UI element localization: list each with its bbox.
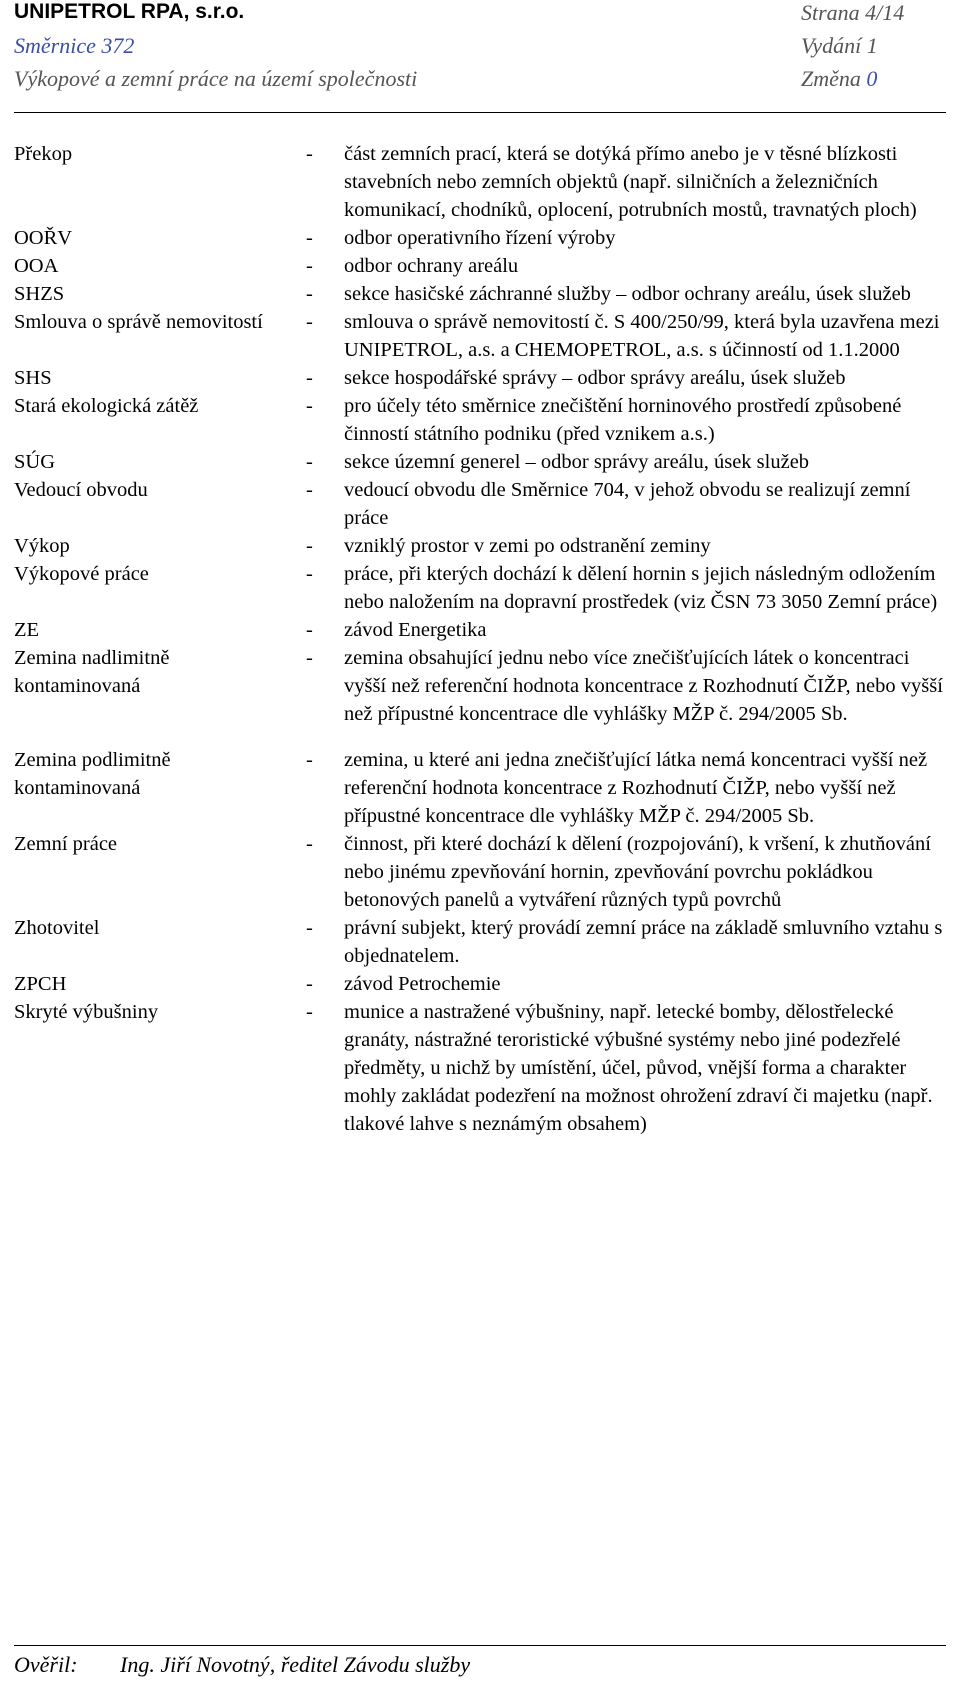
definition-row — [14, 998, 946, 1138]
definition-dash: - — [306, 451, 313, 473]
definition-dash: - — [306, 395, 313, 417]
definition-description: odbor ochrany areálu — [344, 255, 519, 277]
definition-row — [14, 830, 946, 914]
page-footer — [14, 1645, 946, 1678]
definition-row — [14, 970, 946, 998]
definition-description: zemina obsahující jednu nebo více znečišťujících látek o koncentraci vyšší než referenční hodnota koncentrace z Rozhodnutí ČIŽP, nebo vyšší než přípustné koncentrace dle vyhlášky MŽP č. 294/2005 Sb. — [344, 647, 943, 725]
definition-row — [14, 364, 946, 392]
definitions-list — [14, 140, 946, 1138]
definition-term: OOŘV — [14, 227, 73, 249]
definition-description: smlouva o správě nemovitostí č. S 400/250/99, která byla uzavřena mezi UNIPETROL, a.s. a CHEMOPETROL, a.s. s účinností od 1.1.2000 — [344, 311, 940, 361]
definition-dash: - — [306, 973, 313, 995]
definition-description: vedoucí obvodu dle Směrnice 704, v jehož obvodu se realizují zemní práce — [344, 479, 911, 529]
header-row-2 — [14, 33, 946, 69]
definition-dash: - — [306, 647, 313, 669]
definition-row — [14, 532, 946, 560]
definition-dash: - — [306, 367, 313, 389]
definition-description: část zemních prací, která se dotýká přímo anebo je v těsné blízkosti stavebních nebo zemních objektů (např. silničních a železničních komunikací, chodníků, oplocení, potrubních mostů, travnatých ploch) — [344, 143, 917, 221]
verified-label: Ověřil: — [14, 1652, 78, 1677]
header-row-3 — [14, 66, 946, 102]
definition-row — [14, 746, 946, 830]
definition-dash: - — [306, 479, 313, 501]
definition-dash: - — [306, 283, 313, 305]
definition-description: právní subjekt, který provádí zemní práce na základě smluvního vztahu s objednatelem. — [344, 917, 943, 967]
definition-term: Skryté výbušniny — [14, 1001, 159, 1023]
edition: Vydání 1 — [801, 33, 878, 58]
definition-term: Vedoucí obvodu — [14, 479, 148, 501]
definition-dash: - — [306, 917, 313, 939]
definition-row — [14, 392, 946, 448]
definition-row — [14, 476, 946, 532]
company-name: UNIPETROL RPA, s.r.o. — [14, 0, 245, 23]
definition-term: SHS — [14, 367, 52, 389]
header-row-1 — [14, 0, 946, 36]
change-info — [801, 66, 877, 92]
definition-dash: - — [306, 143, 313, 165]
definition-term: Výkopové práce — [14, 563, 149, 585]
definition-term: Zemní práce — [14, 833, 118, 855]
page-header — [14, 0, 946, 113]
definition-description: sekce hasičské záchranné služby – odbor ochrany areálu, úsek služeb — [344, 283, 911, 305]
definition-row — [14, 280, 946, 308]
definition-term: Zemina podlimitně kontaminovaná — [14, 749, 171, 799]
definition-term: ZE — [14, 619, 40, 641]
definition-dash: - — [306, 255, 313, 277]
definition-term: Smlouva o správě nemovitostí — [14, 311, 263, 333]
definition-description: závod Energetika — [344, 619, 487, 641]
page-number: Strana 4/14 — [801, 0, 905, 25]
change-number: 0 — [866, 66, 878, 91]
definition-dash: - — [306, 1001, 313, 1023]
definition-row — [14, 616, 946, 644]
definition-description: vzniklý prostor v zemi po odstranění zeminy — [344, 535, 711, 557]
definition-description: sekce hospodářské správy – odbor správy areálu, úsek služeb — [344, 367, 846, 389]
definition-row — [14, 560, 946, 616]
definition-description: sekce územní generel – odbor správy areálu, úsek služeb — [344, 451, 810, 473]
definition-term: Zemina nadlimitně kontaminovaná — [14, 647, 170, 697]
definition-row — [14, 448, 946, 476]
definition-description: činnost, při které dochází k dělení (rozpojování), k vršení, k zhutňování nebo jinému zpevňování hornin, zpevňování povrchu pokládkou betonových panelů a vytváření různých typů povrchů — [344, 833, 931, 911]
definition-description: odbor operativního řízení výroby — [344, 227, 616, 249]
definition-description: munice a nastražené výbušniny, např. letecké bomby, dělostřelecké granáty, nástražné teroristické výbušné systémy nebo jiné podezřelé předměty, u nichž by umístění, účel, původ, vnější forma a charakter mohly zakládat podezření na možnost ohrožení zdraví či majetku (např. tlakové lahve s neznámým obsahem) — [344, 1001, 933, 1135]
definition-term: Stará ekologická zátěž — [14, 395, 199, 417]
definition-term: SHZS — [14, 283, 65, 305]
definition-term: Překop — [14, 143, 73, 165]
definition-row — [14, 308, 946, 364]
definition-dash: - — [306, 311, 313, 333]
definition-term: OOA — [14, 255, 59, 277]
definition-dash: - — [306, 535, 313, 557]
definition-row — [14, 644, 946, 728]
definition-dash: - — [306, 227, 313, 249]
definition-dash: - — [306, 833, 313, 855]
definition-row — [14, 252, 946, 280]
definition-term: ZPCH — [14, 973, 67, 995]
definition-dash: - — [306, 563, 313, 585]
definition-term: Výkop — [14, 535, 70, 557]
definition-description: práce, při kterých dochází k dělení hornin s jejich následným odložením nebo naložením na dopravní prostředek (viz ČSN 73 3050 Zemní práce) — [344, 563, 938, 613]
change-label: Změna — [801, 66, 861, 91]
definition-row — [14, 224, 946, 252]
document-title: Výkopové a zemní práce na území společnosti — [14, 66, 418, 91]
definition-row — [14, 140, 946, 224]
definition-dash: - — [306, 619, 313, 641]
definition-term: SÚG — [14, 451, 56, 473]
definition-dash: - — [306, 749, 313, 771]
definition-term: Zhotovitel — [14, 917, 100, 939]
verified-by: Ing. Jiří Novotný, ředitel Závodu služby — [120, 1652, 471, 1677]
definition-description: pro účely této směrnice znečištění horninového prostředí způsobené činností státního podniku (před vznikem a.s.) — [344, 395, 902, 445]
definition-description: zemina, u které ani jedna znečišťující látka nemá koncentraci vyšší než referenční hodnota koncentrace z Rozhodnutí ČIŽP, nebo vyšší než přípustné koncentrace dle vyhlášky MŽP č. 294/2005 Sb. — [344, 749, 928, 827]
definition-row — [14, 914, 946, 970]
definition-description: závod Petrochemie — [344, 973, 501, 995]
directive-number: Směrnice 372 — [14, 33, 135, 58]
